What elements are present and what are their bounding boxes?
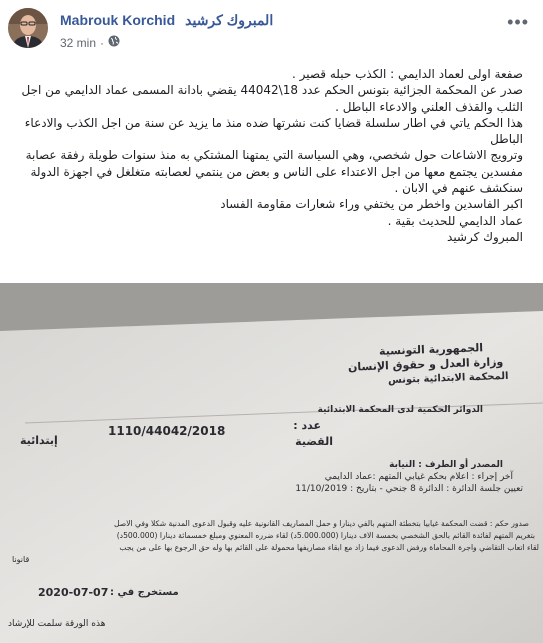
meta-dot: · — [100, 35, 105, 50]
author-name-latin[interactable]: Mabrouk Korchid — [60, 12, 176, 28]
doc-header-line: الجمهورية التونسية — [378, 341, 484, 358]
post-photo[interactable] — [0, 283, 543, 643]
doc-extract-label: مستخرج في : — [110, 587, 179, 598]
post-text-line: وترويج الاشاعات حول شخصي، وهي السياسة التي يمتهنا المشتكي به منذ سنوات طويلة رفقة عصابة — [25, 148, 523, 163]
avatar[interactable] — [8, 8, 48, 48]
doc-ruling-line: لقاء اتعاب التقاضي واجرة المحاماة ورفض الدعوى فيما زاد مع ابقاء مصاريفها محمولة على القائم بها وله حق الرجوع بها على من يجب — [119, 543, 539, 552]
post-header — [0, 0, 543, 56]
doc-extract-date: 2020-07-07 — [38, 586, 109, 599]
doc-circuits: الدوائر الحكمية لدى المحكمة الابتدائية — [317, 405, 483, 415]
post-text-line: صدر عن المحكمة الجزائية بتونس الحكم عدد 18\44042 يقضي بادانة المسمى عماد الدايمي من اجل — [21, 83, 523, 98]
doc-ruling-line: بتغريم المتهم لفائدة القائم بالحق الشخصي بخمسة الاف دينارا (5.000.000د) لقاء ضرره المعنوي ومبلغ خمسمائة دينارا (500.000د) — [116, 531, 535, 540]
doc-number-label: عدد : — [293, 419, 321, 432]
globe-icon — [108, 35, 120, 50]
doc-party-line: المصدر أو الطرف : النيابة — [389, 460, 503, 470]
doc-header-line: وزارة العدل و حقوق الإنسان — [347, 355, 504, 374]
post-text-line: الثلب والقذف العلني والادعاء الباطل . — [335, 99, 523, 114]
post-text-line: عماد الدايمي للحديث بقية . — [387, 213, 523, 228]
avatar-photo-icon — [8, 8, 48, 48]
post-text-line: سنكشف عنهم في الابان . — [394, 181, 523, 196]
post-text-line: اكبر الفاسدين واخطر من يختفي وراء شعارات مقاومة الفساد — [220, 197, 523, 212]
doc-header-line: المحكمة الابتدائية بتونس — [387, 370, 509, 387]
doc-case-label: القضية — [295, 435, 333, 448]
post-text-line: صفعة اولى لعماد الدايمي : الكذب حبله قصير . — [292, 67, 523, 81]
more-options-icon[interactable]: ••• — [507, 12, 529, 32]
doc-case-number: 1110/44042/2018 — [108, 424, 226, 438]
doc-session-line: تعيين جلسة الدائرة : الدائرة 8 جنحي - بتاريخ : 11/10/2019 — [295, 484, 523, 494]
doc-first-instance: إبتدائية — [20, 434, 58, 447]
author-name-arabic[interactable]: المبروك كرشيد — [185, 12, 274, 28]
doc-ruling-line: صدور حكم : قضت المحكمة غيابيا بتخطئة المتهم بالفي دينارا و حمل المصاريف القانونية عليه وقبول الدعوى المدنية شكلا وفي الاصل — [113, 519, 529, 528]
post-time[interactable]: 32 min — [60, 35, 97, 50]
post-text — [10, 66, 523, 245]
doc-delivered-line: هذه الورقة سلمت للإرشاد — [8, 619, 106, 629]
doc-ruling-line: قانونا — [12, 555, 30, 564]
post-text-line: مفسدين يجتمع معها من اجل الاعتداء على الناس و بعض من ينتمي لعصابته متغلغل في اجهزة الدولة — [30, 164, 523, 179]
post-meta — [60, 35, 120, 50]
author-name[interactable] — [60, 12, 273, 29]
post-text-line: المبروك كرشيد — [447, 229, 523, 244]
doc-last-procedure: آخر إجراء : اعلام بحكم غيابي المتهم :عماد الدايمي — [324, 472, 513, 482]
post-text-line: هذا الحكم ياتي في اطار سلسلة قضايا كنت نشرتها ضده منذ ما يزيد عن سنة من اجل الكذب والادعاء الباطل — [24, 115, 523, 147]
